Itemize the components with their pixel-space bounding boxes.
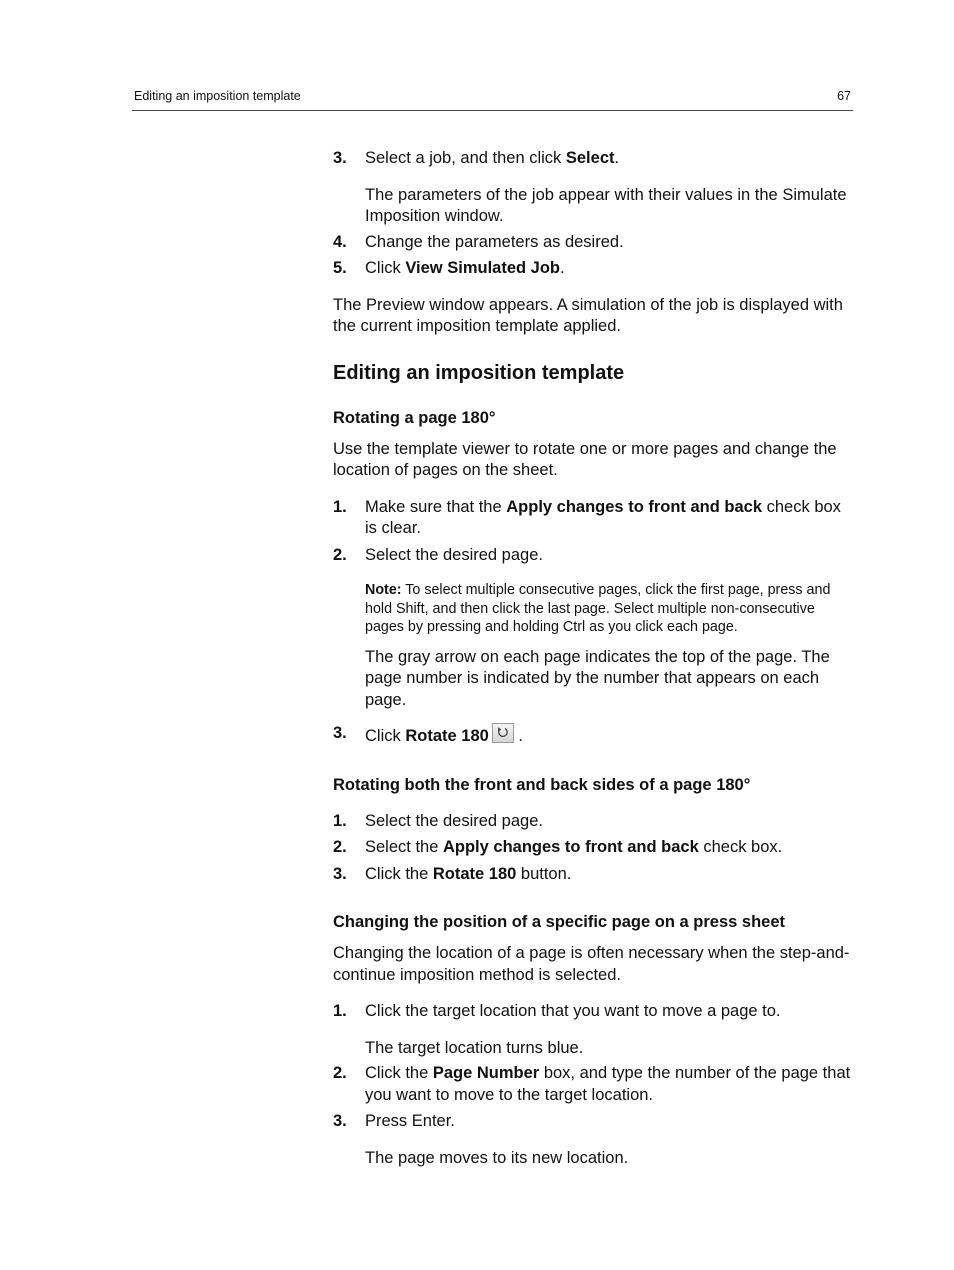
step-number: 2.	[333, 1064, 347, 1082]
step-change-parameters: 4. Change the parameters as desired.	[333, 232, 855, 254]
ui-term: Rotate 180	[405, 727, 489, 745]
page-number: 67	[837, 89, 851, 103]
step-select-desired-page: 1. Select the desired page.	[333, 811, 855, 833]
main-content	[333, 148, 855, 1173]
step-number: 3.	[333, 724, 347, 742]
running-title: Editing an imposition template	[134, 89, 301, 103]
step-number: 5.	[333, 259, 347, 277]
step-page-number-box: 2. Click the Page Number box, and type the number of the page that you want to move to the target location.	[333, 1064, 851, 1104]
step-result: The parameters of the job appear with their values in the Simulate Imposition window.	[365, 185, 847, 225]
subsection-heading-rotate: Rotating a page 180°	[333, 408, 496, 427]
step-select-page: 2. Select the desired page.	[333, 545, 855, 567]
result-paragraph: The Preview window appears. A simulation of the job is displayed with the current imposition template applied.	[333, 295, 843, 335]
step-click-target: 1. Click the target location that you want to move a page to.	[333, 1001, 855, 1023]
step-select-apply-changes: 2. Select the Apply changes to front and back check box.	[333, 837, 855, 859]
intro-paragraph: Changing the location of a page is often necessary when the step-and-continue imposition method is selected.	[333, 944, 850, 984]
step-press-enter: 3. Press Enter.	[333, 1111, 855, 1133]
ui-term: Select	[565, 149, 615, 167]
step-click-rotate-button: 3. Click the Rotate 180 button.	[333, 864, 855, 886]
step-result: The page moves to its new location.	[365, 1148, 629, 1167]
subsection-heading-position: Changing the position of a specific page on a press sheet	[333, 913, 785, 931]
step-number: 1.	[333, 497, 347, 516]
step-clear-apply-changes: 1. Make sure that the Apply changes to front and back check box is clear.	[333, 497, 841, 537]
note: Note: To select multiple consecutive pages, click the first page, press and hold Shift, and then click the last page. Select multiple non-consecutive pages by pressing and holding Ctrl as you click each page.	[365, 582, 831, 635]
step-click-rotate: 3. Click Rotate 180 .	[333, 724, 523, 745]
ui-term: Rotate 180	[432, 864, 517, 883]
step-number: 3.	[333, 1112, 347, 1130]
note-label: Note:	[365, 582, 402, 598]
ui-term: Apply changes to front and back	[442, 838, 699, 856]
subsection-heading-both: Rotating both the front and back sides of a page 180°	[333, 775, 751, 794]
page-header	[132, 88, 853, 111]
intro-paragraph: Use the template viewer to rotate one or more pages and change the location of pages on the sheet.	[333, 439, 837, 479]
step-result: The target location turns blue.	[365, 1038, 584, 1057]
step-number: 3.	[333, 149, 347, 167]
step-view-simulated-job: 5. Click View Simulated Job.	[333, 258, 855, 280]
section-heading: Editing an imposition template	[333, 361, 625, 384]
ui-term: Page Number	[432, 1064, 540, 1082]
step-select-job: 3. Select a job, and then click Select.	[333, 148, 855, 170]
step-number: 1.	[333, 811, 347, 830]
step-number: 2.	[333, 838, 347, 856]
step-number: 1.	[333, 1002, 347, 1020]
step-number: 2.	[333, 545, 347, 564]
rotate-180-icon	[492, 723, 514, 743]
ui-term: Apply changes to front and back	[506, 497, 763, 516]
ui-term: View Simulated Job	[405, 259, 560, 277]
step-number: 4.	[333, 232, 347, 251]
info-paragraph: The gray arrow on each page indicates the top of the page. The page number is indicated by the number that appears on each page.	[365, 647, 830, 709]
step-number: 3.	[333, 864, 347, 883]
